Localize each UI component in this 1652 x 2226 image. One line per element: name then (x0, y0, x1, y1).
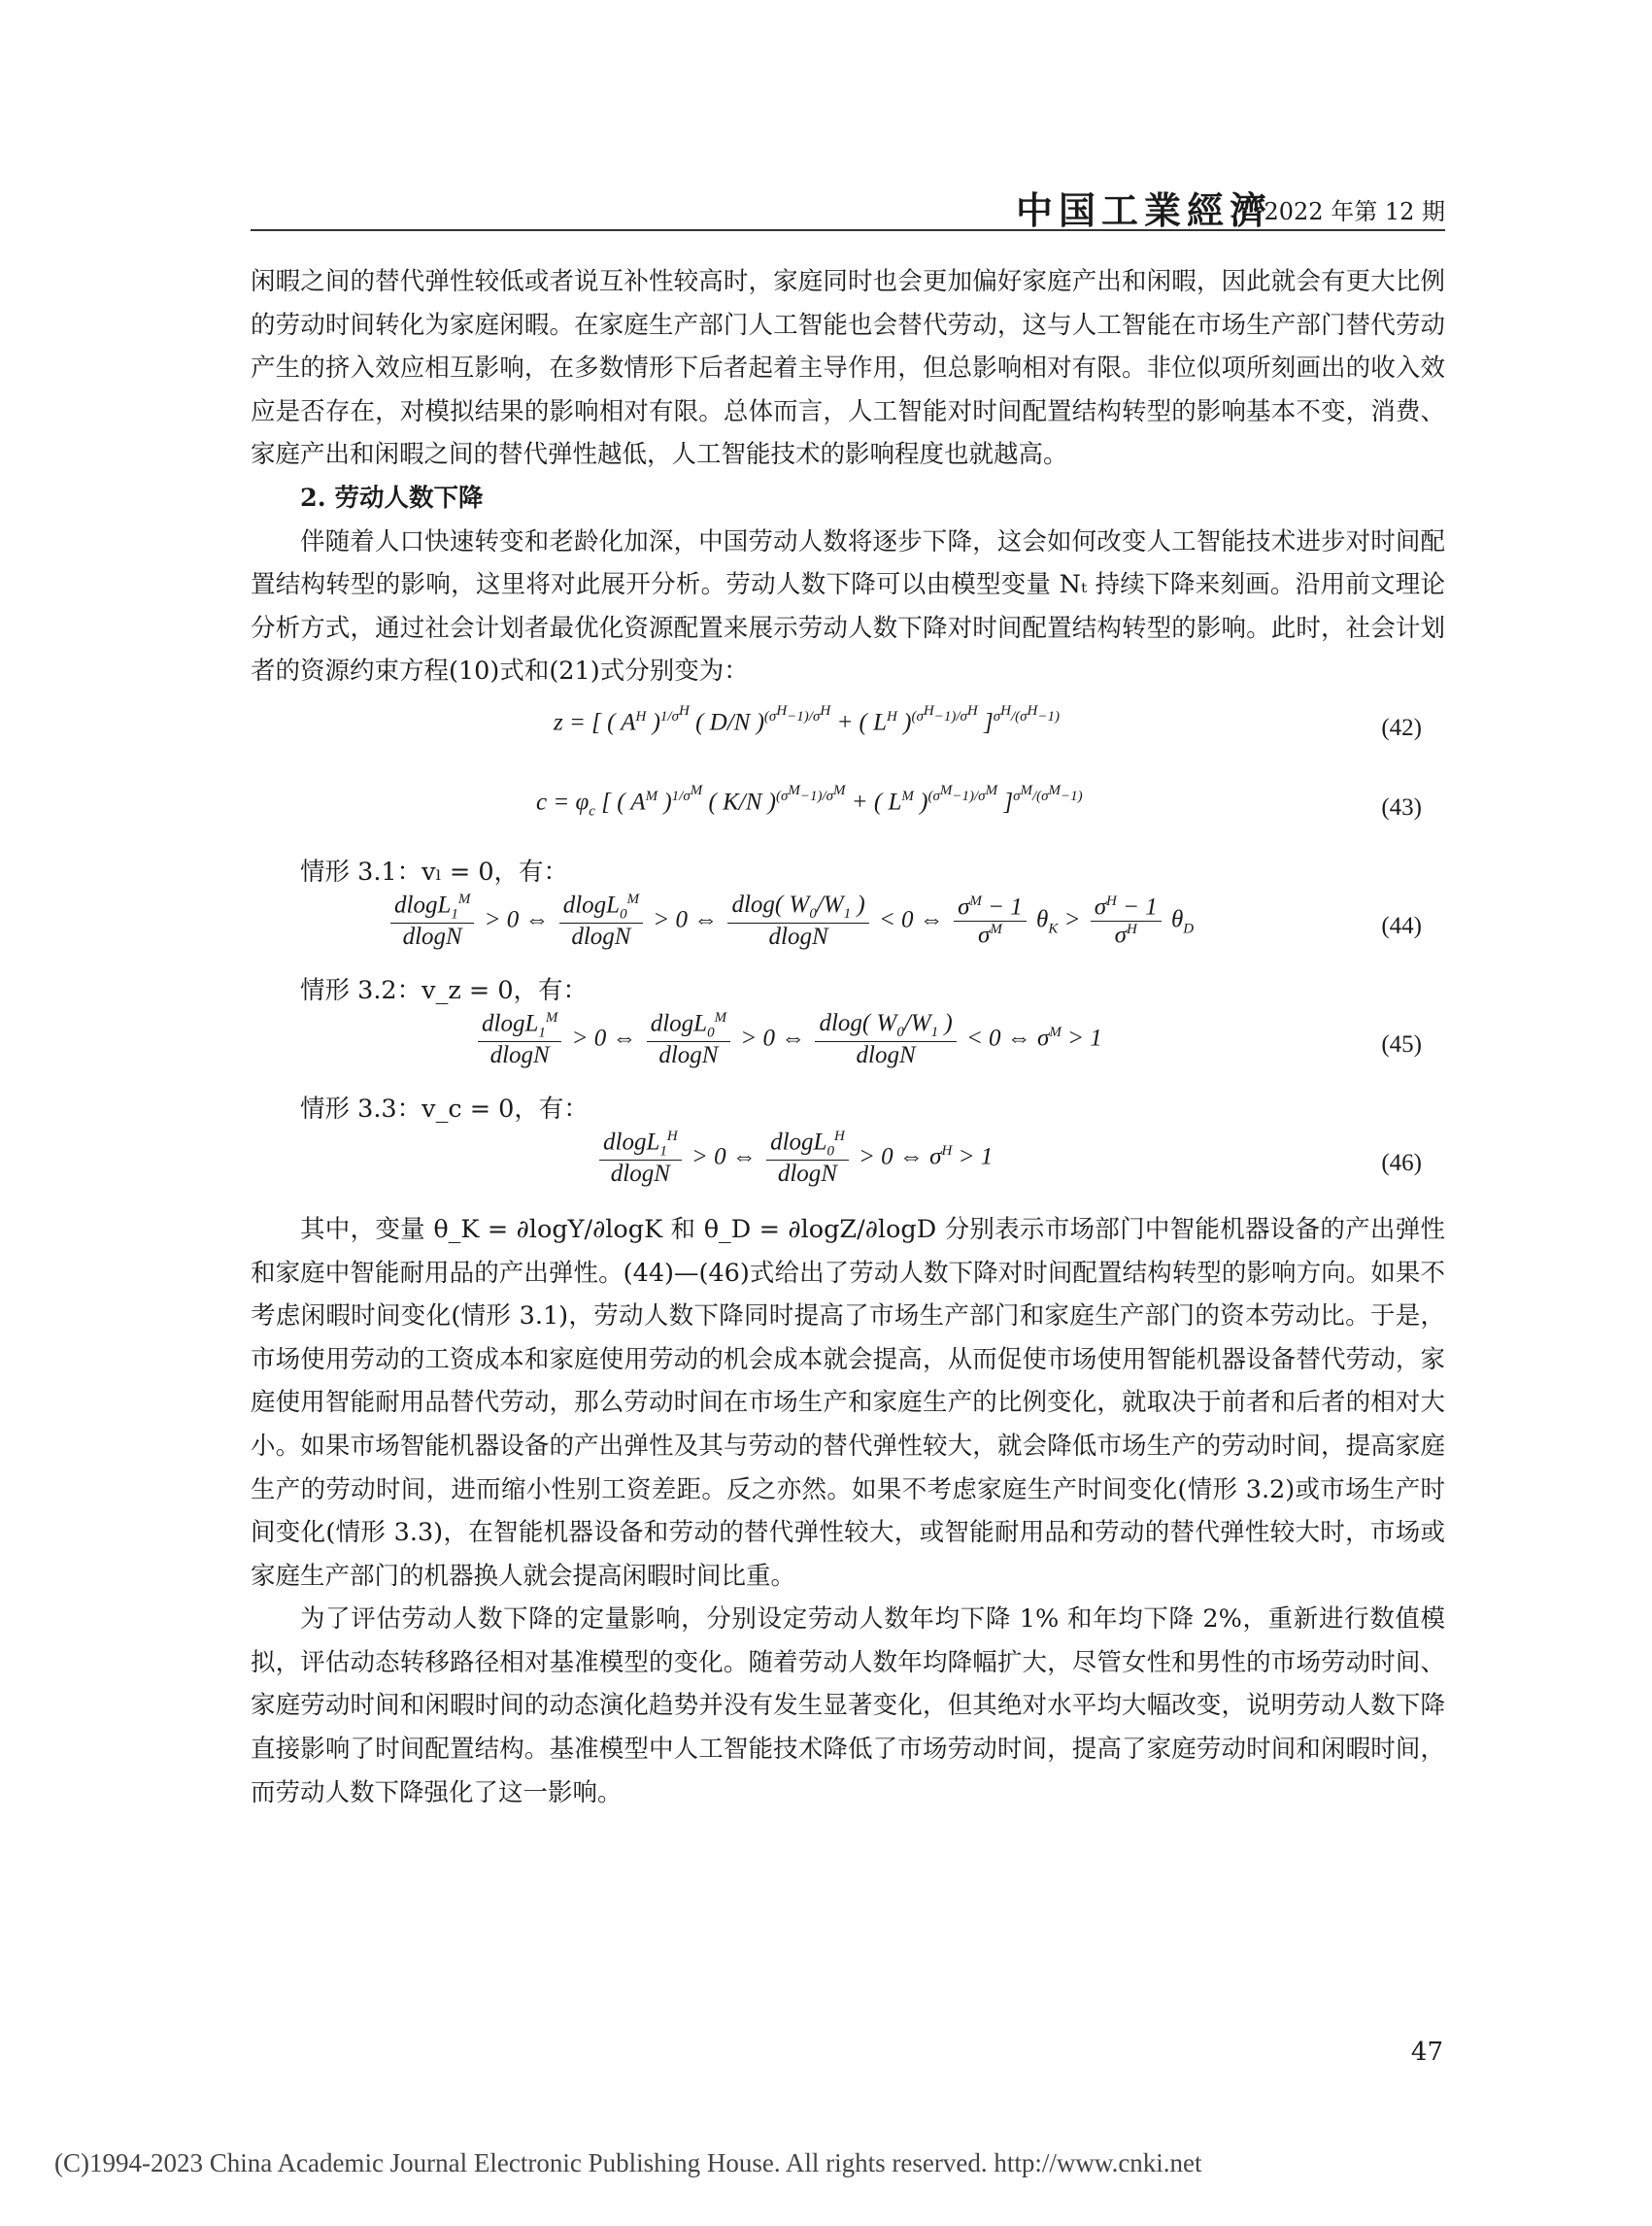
equation-46 (251, 1129, 1445, 1208)
journal-name: 中国工業經濟 (1015, 188, 1272, 232)
paragraph-theta: 其中，变量 θ_K = ∂logY/∂logK 和 θ_D = ∂logZ/∂logD 分别表示市场部门中智能机器设备的产出弹性和家庭中智能耐用品的产出弹性。(44)—(46)式给出了劳动人数下降对时间配置结构转型的影响方向。如果不考虑闲暇时间变化(情形 3.1)，劳动人数下降同时提高了市场生产部门和家庭生产部门的资本劳动比。于是，市场使用劳动的工资成本和家庭使用劳动的机会成本就会提高，从而促使市场使用智能机器设备替代劳动，家庭使用智能耐用品替代劳动，那么劳动时间在市场生产和家庭生产的比例变化，就取决于前者和后者的相对大小。如果市场智能机器设备的产出弹性及其与劳动的替代弹性较大，就会降低市场生产的劳动时间，提高家庭生产的劳动时间，进而缩小性别工资差距。反之亦然。如果不考虑家庭生产时间变化(情形 3.2)或市场生产时间变化(情形 3.3)，在智能机器设备和劳动的替代弹性较大，或智能耐用品和劳动的替代弹性较大时，市场或家庭生产部门的机器换人就会提高闲暇时间比重。 (251, 1214, 1445, 1591)
equation-42-body: z = [ ( $A^H$ )$^{1/\sigma^H}$ ( D/N )$^{(\sigma^H-1)/\sigma^H}$ + ( $L^H$ )$^{(\sigma^H-1)/\sigma^H}$ ]$^{\sigma^H/(\sigma^H-1)}$ (554, 702, 1061, 736)
section-heading: 2. 劳动人数下降 (300, 483, 484, 513)
equation-45-body: $\frac{dlogL_1^M}{dlogN}$ > 0 ⇔ $\frac{dlogL_0^M}{dlogN}$ > 0 ⇔ $\frac{dlog( W_0/W_1 )}{dlogN}$ < 0 ⇔ $\sigma^M > 1$ (474, 1010, 1102, 1069)
equation-43 (251, 773, 1445, 853)
header-rule (251, 229, 1445, 231)
body-text (251, 260, 1445, 1814)
equation-number: (42) (1381, 714, 1422, 741)
paragraph-continued: 闲暇之间的替代弹性较低或者说互补性较高时，家庭同时也会更加偏好家庭产出和闲暇，因此就会有更大比例的劳动时间转化为家庭闲暇。在家庭生产部门人工智能也会替代劳动，这与人工智能在市场生产部门替代劳动产生的挤入效应相互影响，在多数情形下后者起着主导作用，但总影响相对有限。非位似项所刻画出的收入效应是否存在，对模拟结果的影响相对有限。总体而言，人工智能对时间配置结构转型的影响基本不变，消费、家庭产出和闲暇之间的替代弹性越低，人工智能技术的影响程度也就越高。 (251, 267, 1445, 470)
page-number: 47 (1410, 2038, 1443, 2067)
equation-number: (45) (1381, 1030, 1422, 1058)
equation-46-body: $\frac{dlogL_1^H}{dlogN}$ > 0 ⇔ $\frac{dlogL_0^H}{dlogN}$ > 0 ⇔ $\sigma^H > 1$ (595, 1129, 993, 1188)
equation-44 (251, 892, 1445, 971)
equation-number: (46) (1381, 1149, 1422, 1176)
equation-43-body: $c = \varphi_c$ [ ( $A^M$ )$^{1/\sigma^M}$ ( K/N )$^{(\sigma^M-1)/\sigma^M}$ + ( $L^M$ )$^{(\sigma^M-1)/\sigma^M}$ ]$^{\sigma^M/(\sigma^M-1)}$ (536, 782, 1083, 820)
equation-44-body: $\frac{dlogL_1^M}{dlogN}$ > 0 ⇔ $\frac{dlogL_0^M}{dlogN}$ > 0 ⇔ $\frac{dlog( W_0/W_1 )}{dlogN}$ < 0 ⇔ $\frac{\sigma^M - 1}{\sigma^M}$ $\theta_K$ > $\frac{\sigma^H - 1}{\sigma^H}$ $\theta_D$ (387, 892, 1194, 951)
case-3-1: 情形 3.1：vₗ = 0，有： (300, 857, 569, 887)
equation-number: (43) (1381, 793, 1422, 821)
copyright-footer: (C)1994-2023 China Academic Journal Electronic Publishing House. All rights reserved. http://www.cnki.net (54, 2148, 1202, 2177)
paragraph-intro: 伴随着人口快速转变和老龄化加深，中国劳动人数将逐步下降，这会如何改变人工智能技术进步对时间配置结构转型的影响，这里将对此展开分析。劳动人数下降可以由模型变量 Nₜ 持续下降来刻画。沿用前文理论分析方式，通过社会计划者最优化资源配置来展示劳动人数下降对时间配置结构转型的影响。此时，社会计划者的资源约束方程(10)式和(21)式分别变为： (251, 526, 1445, 687)
case-3-2: 情形 3.2：v_z = 0，有： (300, 975, 589, 1005)
issue-label: 2022 年第 12 期 (1264, 198, 1445, 225)
equation-45 (251, 1010, 1445, 1090)
running-header (251, 181, 1445, 232)
paragraph-quantitative: 为了评估劳动人数下降的定量影响，分别设定劳动人数年均下降 1% 和年均下降 2%，重新进行数值模拟，评估动态转移路径相对基准模型的变化。随着劳动人数年均降幅扩大，尽管女性和男性的市场劳动时间、家庭劳动时间和闲暇时间的动态演化趋势并没有发生显著变化，但其绝对水平均大幅改变，说明劳动人数下降直接影响了时间配置结构。基准模型中人工智能技术降低了市场劳动时间，提高了家庭劳动时间和闲暇时间，而劳动人数下降强化了这一影响。 (251, 1604, 1445, 1807)
case-3-3: 情形 3.3：v_c = 0，有： (300, 1094, 589, 1124)
equation-42 (251, 693, 1445, 773)
equation-number: (44) (1381, 912, 1422, 939)
